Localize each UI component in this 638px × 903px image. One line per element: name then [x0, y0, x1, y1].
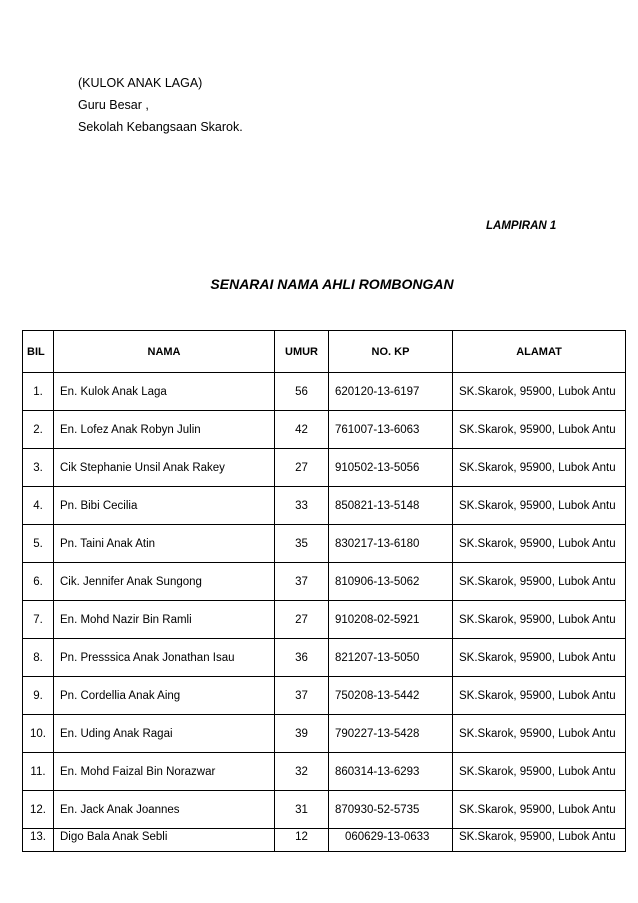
table-row: [23, 639, 626, 677]
cell-alamat: SK.Skarok, 95900, Lubok Antu: [453, 829, 626, 852]
cell-umur: 56: [275, 373, 329, 411]
cell-bil: 1.: [23, 373, 54, 411]
cell-umur: 42: [275, 411, 329, 449]
cell-kp: 910502-13-5056: [329, 449, 453, 487]
header-bil: BIL: [23, 331, 54, 373]
cell-nama: Pn. Presssica Anak Jonathan Isau: [54, 639, 275, 677]
table-row: [23, 411, 626, 449]
cell-kp: 830217-13-6180: [329, 525, 453, 563]
cell-alamat: SK.Skarok, 95900, Lubok Antu: [453, 411, 626, 449]
cell-bil: 2.: [23, 411, 54, 449]
appendix-label: LAMPIRAN 1: [486, 220, 557, 232]
table-row: [23, 677, 626, 715]
cell-umur: 37: [275, 563, 329, 601]
cell-nama: En. Mohd Faizal Bin Norazwar: [54, 753, 275, 791]
cell-bil: 10.: [23, 715, 54, 753]
table-row: [23, 829, 626, 852]
table-row: [23, 373, 626, 411]
table-row: [23, 753, 626, 791]
cell-umur: 12: [275, 829, 329, 852]
cell-umur: 33: [275, 487, 329, 525]
cell-alamat: SK.Skarok, 95900, Lubok Antu: [453, 487, 626, 525]
cell-bil: 13.: [23, 829, 54, 852]
cell-nama: Pn. Bibi Cecilia: [54, 487, 275, 525]
cell-nama: Digo Bala Anak Sebli: [54, 829, 275, 852]
cell-umur: 27: [275, 601, 329, 639]
signatory-name: (KULOK ANAK LAGA): [78, 76, 203, 90]
cell-umur: 31: [275, 791, 329, 829]
table-row: [23, 487, 626, 525]
cell-nama: En. Lofez Anak Robyn Julin: [54, 411, 275, 449]
table-header-row: [23, 331, 626, 373]
cell-nama: En. Jack Anak Joannes: [54, 791, 275, 829]
signatory-position: Guru Besar ,: [78, 98, 149, 112]
header-nama: NAMA: [54, 331, 275, 373]
table-row: [23, 715, 626, 753]
cell-bil: 9.: [23, 677, 54, 715]
table-row: [23, 791, 626, 829]
cell-alamat: SK.Skarok, 95900, Lubok Antu: [453, 753, 626, 791]
cell-alamat: SK.Skarok, 95900, Lubok Antu: [453, 715, 626, 753]
signatory-school: Sekolah Kebangsaan Skarok.: [78, 120, 243, 134]
cell-alamat: SK.Skarok, 95900, Lubok Antu: [453, 639, 626, 677]
signature-block: [78, 72, 243, 138]
cell-alamat: SK.Skarok, 95900, Lubok Antu: [453, 791, 626, 829]
cell-alamat: SK.Skarok, 95900, Lubok Antu: [453, 677, 626, 715]
cell-umur: 27: [275, 449, 329, 487]
cell-nama: En. Uding Anak Ragai: [54, 715, 275, 753]
cell-alamat: SK.Skarok, 95900, Lubok Antu: [453, 601, 626, 639]
cell-kp: 620120-13-6197: [329, 373, 453, 411]
cell-kp: 761007-13-6063: [329, 411, 453, 449]
member-table: [22, 330, 626, 852]
cell-kp: 870930-52-5735: [329, 791, 453, 829]
cell-bil: 7.: [23, 601, 54, 639]
cell-nama: En. Mohd Nazir Bin Ramli: [54, 601, 275, 639]
table-row: [23, 525, 626, 563]
cell-nama: Cik. Jennifer Anak Sungong: [54, 563, 275, 601]
table-row: [23, 601, 626, 639]
cell-bil: 6.: [23, 563, 54, 601]
document-title: SENARAI NAMA AHLI ROMBONGAN: [210, 276, 454, 292]
cell-nama: Pn. Taini Anak Atin: [54, 525, 275, 563]
cell-umur: 35: [275, 525, 329, 563]
cell-kp: 810906-13-5062: [329, 563, 453, 601]
cell-alamat: SK.Skarok, 95900, Lubok Antu: [453, 449, 626, 487]
cell-nama: Pn. Cordellia Anak Aing: [54, 677, 275, 715]
cell-bil: 8.: [23, 639, 54, 677]
cell-alamat: SK.Skarok, 95900, Lubok Antu: [453, 373, 626, 411]
cell-kp: 850821-13-5148: [329, 487, 453, 525]
cell-nama: Cik Stephanie Unsil Anak Rakey: [54, 449, 275, 487]
cell-bil: 3.: [23, 449, 54, 487]
cell-bil: 12.: [23, 791, 54, 829]
cell-kp: 060629-13-0633: [329, 829, 453, 852]
header-umur: UMUR: [275, 331, 329, 373]
cell-kp: 750208-13-5442: [329, 677, 453, 715]
header-alamat: ALAMAT: [453, 331, 626, 373]
cell-bil: 5.: [23, 525, 54, 563]
cell-umur: 32: [275, 753, 329, 791]
table-row: [23, 563, 626, 601]
cell-umur: 39: [275, 715, 329, 753]
cell-nama: En. Kulok Anak Laga: [54, 373, 275, 411]
cell-alamat: SK.Skarok, 95900, Lubok Antu: [453, 563, 626, 601]
cell-bil: 4.: [23, 487, 54, 525]
header-kp: NO. KP: [329, 331, 453, 373]
cell-kp: 790227-13-5428: [329, 715, 453, 753]
cell-kp: 821207-13-5050: [329, 639, 453, 677]
cell-alamat: SK.Skarok, 95900, Lubok Antu: [453, 525, 626, 563]
cell-kp: 860314-13-6293: [329, 753, 453, 791]
cell-bil: 11.: [23, 753, 54, 791]
cell-umur: 37: [275, 677, 329, 715]
table-row: [23, 449, 626, 487]
cell-umur: 36: [275, 639, 329, 677]
cell-kp: 910208-02-5921: [329, 601, 453, 639]
